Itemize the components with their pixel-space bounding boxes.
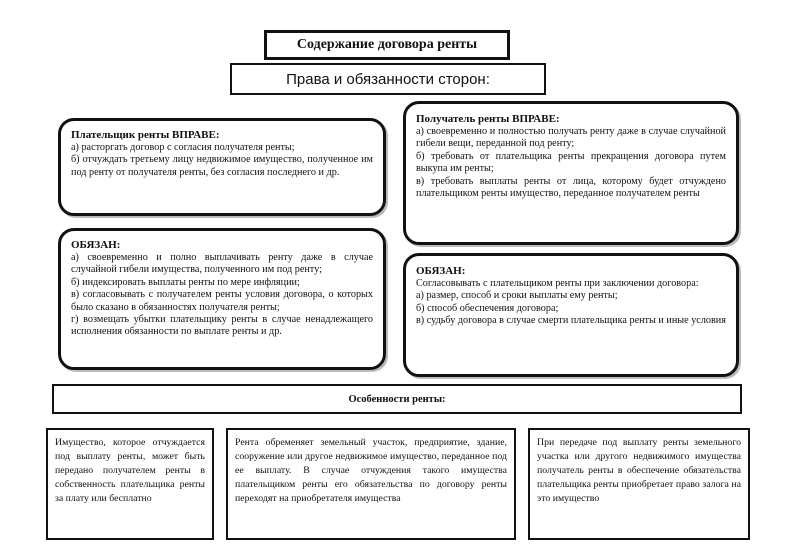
payer-rights-item: а) расторгать договор с согласия получателя ренты; <box>71 142 295 153</box>
features-header-text: Особенности ренты: <box>348 393 446 405</box>
feature-text: Имущество, которое отчуждается под выплату ренты, может быть передано получателем ренты в собственность плательщика ренты за плату или бесплатно <box>55 437 205 504</box>
recipient-duties-item: б) способ обеспечения договора; <box>416 302 559 314</box>
payer-duties-item: в) согласовывать с получателем ренты условия договора, о которых было сказано в обязанностях получателя ренты; <box>71 289 373 313</box>
payer-rights-box <box>58 118 386 216</box>
recipient-duties-item: в) судьбу договора в случае смерти плательщика ренты и иные условия <box>416 315 726 327</box>
payer-rights-item: б) отчуждать третьему лицу недвижимое имущество, полученное им под ренту от получателя ренты, без согласия последнего и др. <box>71 154 373 178</box>
recipient-duties-item: а) размер, способ и сроки выплаты ему ренты; <box>416 290 618 302</box>
recipient-rights-heading: Получатель ренты ВПРАВЕ: <box>416 113 560 125</box>
feature-box-property-transfer <box>46 428 214 540</box>
payer-duties-box <box>58 228 386 370</box>
feature-text: При передаче под выплату ренты земельного участка или другого недвижимого имущества получатель ренты в обеспечение обязательства плательщика ренты приобретает право залога на это имущество <box>537 437 741 504</box>
feature-text: Рента обременяет земельный участок, предприятие, здание, сооружение или другое недвижимое имущество, переданное под ее выплату. В случае отчуждения такого имущества плательщиком ренты его обязательства по договору ренты переходят на приобретателя имущества <box>235 437 507 504</box>
payer-rights-heading: Плательщик ренты ВПРАВЕ: <box>71 129 220 141</box>
rights-header <box>230 63 546 95</box>
recipient-duties-intro: Согласовывать с плательщиком ренты при заключении договора: <box>416 278 699 289</box>
recipient-duties-heading: ОБЯЗАН: <box>416 265 466 277</box>
feature-box-pledge-right <box>528 428 750 540</box>
recipient-rights-item: в) требовать выплаты ренты от лица, которому будет отчуждено плательщиком ренты имущество, переданное получателем ренты <box>416 175 726 200</box>
payer-duties-item: б) индексировать выплаты ренты по мере инфляции; <box>71 276 300 288</box>
recipient-rights-item: а) своевременно и полностью получать ренту даже в случае случайной гибели вещи, переданной под ренту; <box>416 126 726 150</box>
features-header <box>52 384 742 414</box>
diagram-title <box>264 30 510 60</box>
recipient-duties-box <box>403 253 739 377</box>
diagram-title-text: Содержание договора ренты <box>296 37 478 52</box>
feature-box-encumbrance <box>226 428 516 540</box>
recipient-rights-item: б) требовать от плательщика ренты прекращения договора путем выкупа им ренты; <box>416 150 726 175</box>
payer-duties-item: а) своевременно и полно выплачивать ренту даже в случае случайной гибели имущества, полученного им под ренту; <box>71 252 373 276</box>
rights-header-text: Права и обязанности сторон: <box>286 70 490 88</box>
payer-duties-heading: ОБЯЗАН: <box>71 239 121 251</box>
recipient-rights-box <box>403 101 739 245</box>
payer-duties-item: г) возмещать убытки плательщику ренты в случае ненадлежащего исполнения обязанности по выплате ренты и др. <box>71 314 373 338</box>
